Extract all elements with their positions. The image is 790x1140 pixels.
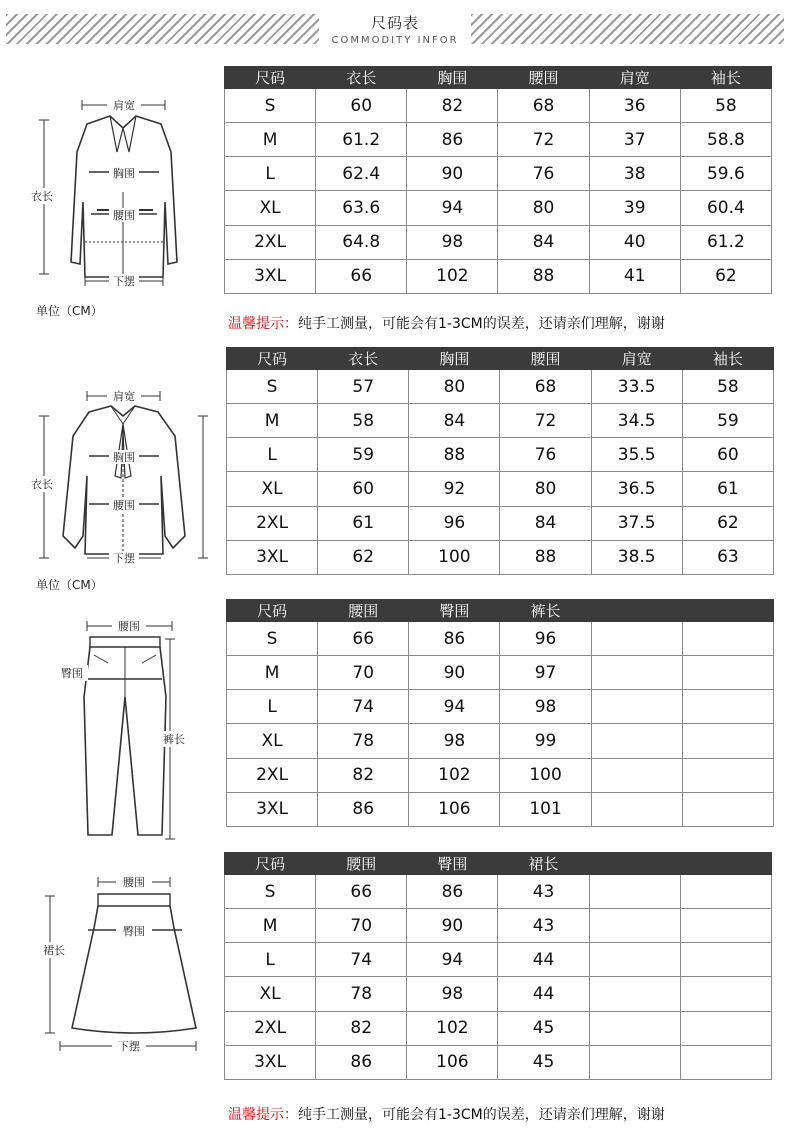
table-header-row (225, 67, 772, 89)
measurement-cell (591, 622, 682, 656)
size-cell: XL (227, 472, 318, 506)
measurement-cell: 62 (682, 506, 773, 540)
size-table-pants (226, 599, 774, 827)
size-table-skirt (224, 852, 772, 1080)
measurement-cell: 57 (318, 370, 409, 404)
label-shoulder: 肩宽 (113, 99, 135, 112)
size-cell: M (225, 909, 316, 943)
table-row (225, 89, 772, 123)
measurement-cell: 80 (409, 370, 500, 404)
measurement-cell: 100 (500, 758, 591, 792)
table-row (227, 404, 774, 438)
measurement-cell: 78 (318, 724, 409, 758)
section-header (0, 0, 790, 56)
measurement-cell: 98 (407, 977, 498, 1011)
measurement-cell: 94 (407, 191, 498, 225)
measurement-cell: 33.5 (591, 370, 682, 404)
measurement-cell: 60 (318, 472, 409, 506)
measurement-cell: 43 (498, 875, 589, 909)
jacket-illustration (25, 92, 225, 297)
label-bust: 胸围 (113, 167, 135, 180)
label-waist: 腰围 (113, 209, 135, 222)
size-cell: XL (225, 977, 316, 1011)
label-pants-length: 裤长 (163, 733, 185, 746)
size-cell: 3XL (225, 1045, 316, 1079)
table-row (227, 724, 774, 758)
measurement-cell: 34.5 (591, 404, 682, 438)
size-cell: XL (227, 724, 318, 758)
size-cell: 3XL (227, 792, 318, 826)
measurement-cell: 100 (409, 540, 500, 574)
measurement-cell (682, 792, 773, 826)
measurement-cell (682, 656, 773, 690)
measurement-cell: 102 (407, 1011, 498, 1045)
label-hem: 下摆 (113, 552, 135, 565)
measurement-cell: 96 (500, 622, 591, 656)
label-waist: 腰围 (123, 876, 145, 889)
measurement-cell: 72 (500, 404, 591, 438)
table-row (227, 690, 774, 724)
measurement-cell: 82 (316, 1011, 407, 1045)
measurement-cell: 68 (500, 370, 591, 404)
size-cell: XL (225, 191, 316, 225)
header-stripes-right (471, 14, 784, 44)
size-cell: S (227, 622, 318, 656)
column-header: 腰围 (498, 67, 589, 89)
measurement-cell (591, 792, 682, 826)
measurement-cell: 59 (682, 404, 773, 438)
size-cell: M (227, 404, 318, 438)
column-header (680, 853, 771, 875)
measurement-cell: 98 (500, 690, 591, 724)
column-header: 胸围 (409, 348, 500, 370)
table-row (225, 259, 772, 293)
size-cell: S (225, 875, 316, 909)
measurement-cell: 76 (498, 157, 589, 191)
table-header-row (227, 348, 774, 370)
note-prefix: 温馨提示： (228, 316, 298, 332)
column-header: 腰围 (500, 348, 591, 370)
measurement-cell: 82 (318, 758, 409, 792)
measurement-cell: 94 (407, 943, 498, 977)
measurement-cell: 101 (500, 792, 591, 826)
label-hem: 下摆 (113, 275, 135, 288)
measurement-cell: 58 (318, 404, 409, 438)
measurement-cell: 90 (409, 656, 500, 690)
measurement-cell: 60 (316, 89, 407, 123)
size-cell: L (227, 690, 318, 724)
label-length: 衣长 (31, 190, 53, 203)
measurement-cell: 63 (682, 540, 773, 574)
measurement-cell: 84 (500, 506, 591, 540)
measurement-cell: 40 (589, 225, 680, 259)
blouse-illustration (25, 386, 225, 576)
measurement-cell: 82 (407, 89, 498, 123)
table-row (227, 540, 774, 574)
label-shoulder: 肩宽 (113, 390, 135, 403)
measurement-cell: 99 (500, 724, 591, 758)
label-waist: 腰围 (113, 499, 135, 512)
table-header-row (225, 853, 772, 875)
measurement-cell: 66 (316, 875, 407, 909)
size-cell: 3XL (225, 259, 316, 293)
measurement-cell: 58.8 (680, 123, 771, 157)
measurement-cell (680, 1011, 771, 1045)
measurement-cell: 68 (498, 89, 589, 123)
measurement-cell (589, 1045, 680, 1079)
table-row (227, 758, 774, 792)
label-hem: 下摆 (118, 1040, 140, 1053)
table-row (225, 1011, 772, 1045)
measurement-cell: 64.8 (316, 225, 407, 259)
page-subtitle: COMMODITY INFOR (331, 35, 459, 46)
size-cell: M (227, 656, 318, 690)
measurement-cell (682, 724, 773, 758)
measurement-cell: 70 (316, 909, 407, 943)
table-header-row (227, 600, 774, 622)
label-waist: 腰围 (118, 620, 140, 633)
column-header (589, 853, 680, 875)
unit-label: 单位（CM） (36, 304, 103, 318)
size-cell: 2XL (225, 1011, 316, 1045)
measurement-cell: 37.5 (591, 506, 682, 540)
measurement-cell (680, 943, 771, 977)
measurement-cell (680, 875, 771, 909)
measurement-cell: 43 (498, 909, 589, 943)
measurement-cell: 60.4 (680, 191, 771, 225)
measurement-cell: 86 (316, 1045, 407, 1079)
measurement-cell: 106 (407, 1045, 498, 1079)
label-hip: 臀围 (123, 925, 145, 938)
measurement-cell: 59.6 (680, 157, 771, 191)
table-row (227, 438, 774, 472)
measurement-cell (589, 977, 680, 1011)
label-length: 衣长 (31, 478, 53, 491)
pants-illustration (52, 617, 212, 842)
measurement-cell: 84 (498, 225, 589, 259)
size-cell: L (225, 157, 316, 191)
measurement-cell: 61.2 (316, 123, 407, 157)
measurement-cell: 36 (589, 89, 680, 123)
measurement-cell: 38 (589, 157, 680, 191)
size-cell: 2XL (225, 225, 316, 259)
table-row (225, 157, 772, 191)
measurement-cell: 102 (407, 259, 498, 293)
measurement-cell: 70 (318, 656, 409, 690)
measurement-cell: 106 (409, 792, 500, 826)
table-row (225, 123, 772, 157)
measurement-cell: 61 (318, 506, 409, 540)
label-hip: 臀围 (61, 667, 83, 680)
measurement-cell: 78 (316, 977, 407, 1011)
size-cell: S (227, 370, 318, 404)
column-header: 袖长 (680, 67, 771, 89)
measurement-cell (589, 943, 680, 977)
skirt-illustration (36, 868, 216, 1068)
measurement-cell: 59 (318, 438, 409, 472)
measurement-cell (591, 690, 682, 724)
header-stripes-left (6, 14, 319, 44)
measurement-cell: 90 (407, 157, 498, 191)
measurement-cell: 74 (318, 690, 409, 724)
column-header: 腰围 (318, 600, 409, 622)
column-header: 腰围 (316, 853, 407, 875)
column-header: 裤长 (500, 600, 591, 622)
measurement-cell: 88 (409, 438, 500, 472)
measurement-cell (682, 690, 773, 724)
measurement-cell (589, 1011, 680, 1045)
measurement-cell: 41 (589, 259, 680, 293)
measurement-cell: 80 (498, 191, 589, 225)
size-cell: 2XL (227, 506, 318, 540)
measurement-cell (680, 909, 771, 943)
measurement-note (228, 313, 665, 333)
column-header: 尺码 (225, 67, 316, 89)
measurement-cell: 45 (498, 1045, 589, 1079)
measurement-cell: 86 (318, 792, 409, 826)
measurement-cell: 74 (316, 943, 407, 977)
measurement-cell: 63.6 (316, 191, 407, 225)
measurement-cell: 66 (318, 622, 409, 656)
note-prefix: 温馨提示： (228, 1107, 298, 1123)
size-cell: 3XL (227, 540, 318, 574)
column-header: 臀围 (407, 853, 498, 875)
column-header: 尺码 (227, 348, 318, 370)
measurement-cell: 98 (409, 724, 500, 758)
table-row (225, 875, 772, 909)
table-row (227, 792, 774, 826)
measurement-cell: 86 (409, 622, 500, 656)
measurement-cell: 102 (409, 758, 500, 792)
column-header: 袖长 (682, 348, 773, 370)
unit-label: 单位（CM） (36, 578, 103, 592)
measurement-cell: 84 (409, 404, 500, 438)
table-row (227, 656, 774, 690)
measurement-cell: 37 (589, 123, 680, 157)
measurement-cell (589, 875, 680, 909)
column-header: 肩宽 (589, 67, 680, 89)
measurement-cell (682, 622, 773, 656)
table-row (225, 225, 772, 259)
column-header: 尺码 (227, 600, 318, 622)
measurement-cell: 61.2 (680, 225, 771, 259)
measurement-cell: 58 (682, 370, 773, 404)
table-row (225, 191, 772, 225)
measurement-cell: 80 (500, 472, 591, 506)
measurement-note (228, 1104, 665, 1124)
table-row (225, 909, 772, 943)
measurement-cell: 44 (498, 943, 589, 977)
table-row (227, 472, 774, 506)
size-cell: L (225, 943, 316, 977)
table-row (225, 977, 772, 1011)
measurement-cell: 38.5 (591, 540, 682, 574)
measurement-cell: 66 (316, 259, 407, 293)
column-header: 肩宽 (591, 348, 682, 370)
table-row (227, 370, 774, 404)
label-skirt-length: 裙长 (43, 944, 65, 957)
measurement-cell: 90 (407, 909, 498, 943)
measurement-cell: 88 (500, 540, 591, 574)
size-table-blouse (226, 347, 774, 575)
measurement-cell (591, 758, 682, 792)
measurement-cell (680, 977, 771, 1011)
size-cell: 2XL (227, 758, 318, 792)
column-header (591, 600, 682, 622)
note-text: 纯手工测量，可能会有1-3CM的误差，还请亲们理解，谢谢 (298, 316, 665, 332)
note-text: 纯手工测量，可能会有1-3CM的误差，还请亲们理解，谢谢 (298, 1107, 665, 1123)
measurement-cell (591, 724, 682, 758)
measurement-cell: 76 (500, 438, 591, 472)
label-bust: 胸围 (113, 451, 135, 464)
measurement-cell: 98 (407, 225, 498, 259)
measurement-cell: 62 (318, 540, 409, 574)
measurement-cell: 61 (682, 472, 773, 506)
size-cell: S (225, 89, 316, 123)
measurement-cell: 62 (680, 259, 771, 293)
column-header: 臀围 (409, 600, 500, 622)
measurement-cell: 62.4 (316, 157, 407, 191)
column-header: 衣长 (318, 348, 409, 370)
column-header (682, 600, 773, 622)
measurement-cell: 39 (589, 191, 680, 225)
measurement-cell: 92 (409, 472, 500, 506)
measurement-cell: 58 (680, 89, 771, 123)
size-cell: M (225, 123, 316, 157)
measurement-cell: 72 (498, 123, 589, 157)
measurement-cell: 45 (498, 1011, 589, 1045)
measurement-cell (682, 758, 773, 792)
table-row (225, 943, 772, 977)
measurement-cell: 94 (409, 690, 500, 724)
column-header: 尺码 (225, 853, 316, 875)
measurement-cell: 86 (407, 875, 498, 909)
measurement-cell: 86 (407, 123, 498, 157)
size-cell: L (227, 438, 318, 472)
measurement-cell: 96 (409, 506, 500, 540)
size-table-jacket (224, 66, 772, 294)
table-row (227, 622, 774, 656)
measurement-cell: 35.5 (591, 438, 682, 472)
measurement-cell: 44 (498, 977, 589, 1011)
column-header: 衣长 (316, 67, 407, 89)
measurement-cell: 88 (498, 259, 589, 293)
page-title: 尺码表 (370, 14, 419, 32)
table-row (227, 506, 774, 540)
measurement-cell (591, 656, 682, 690)
table-row (225, 1045, 772, 1079)
measurement-cell (680, 1045, 771, 1079)
measurement-cell (589, 909, 680, 943)
measurement-cell: 36.5 (591, 472, 682, 506)
column-header: 胸围 (407, 67, 498, 89)
measurement-cell: 60 (682, 438, 773, 472)
measurement-cell: 97 (500, 656, 591, 690)
column-header: 裙长 (498, 853, 589, 875)
